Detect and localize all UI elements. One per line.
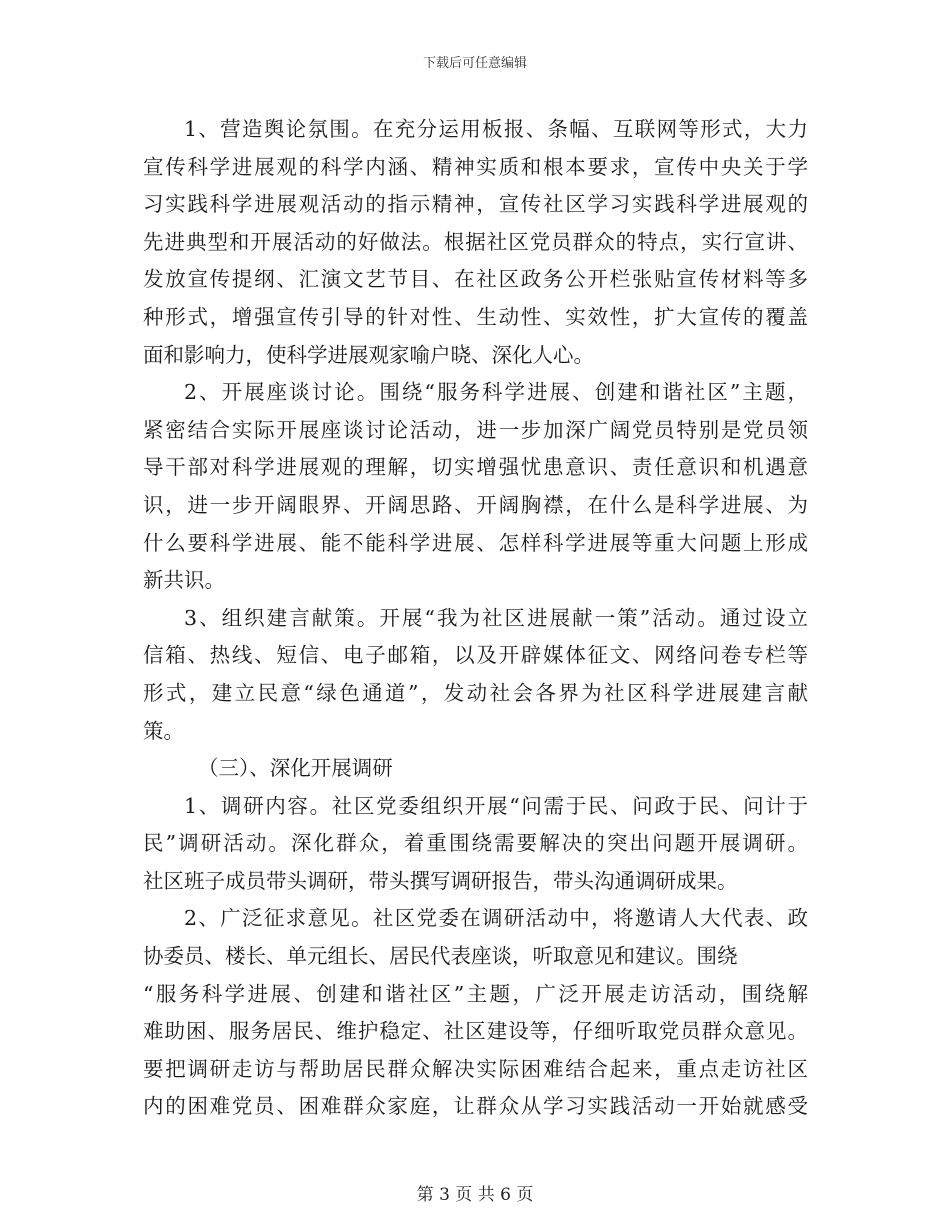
text-line: 策。 <box>143 718 184 743</box>
document-body <box>143 111 808 1126</box>
text-line: 形式，建立民意“绿色通道”，发动社会各界为社区科学进展建言献 <box>143 680 808 705</box>
text-line: 1、营造舆论氛围。在充分运用板报、条幅、互联网等形式，大力 <box>184 117 808 141</box>
text-line: “服务科学进展、创建和谐社区”主题，广泛开展走访活动，围绕解 <box>143 981 808 1006</box>
text-line: 信箱、热线、短信、电子邮箱，以及开辟媒体征文、网络问卷专栏等 <box>143 643 808 668</box>
text-line: 2、广泛征求意见。社区党委在调研活动中，将邀请人大代表、政 <box>184 906 808 931</box>
text-line: 种形式，增强宣传引导的针对性、生动性、实效性，扩大宣传的覆盖 <box>143 304 808 329</box>
text-line: 社区班子成员带头调研，带头撰写调研报告，带头沟通调研成果。 <box>143 868 738 893</box>
text-line: 导干部对科学进展观的理解，切实增强忧患意识、责任意识和机遇意 <box>143 455 808 480</box>
text-line: 新共识。 <box>143 568 225 593</box>
text-line: 紧密结合实际开展座谈讨论活动，进一步加深广阔党员特别是党员领 <box>143 417 808 442</box>
page-header: 下载后可任意编辑 <box>422 56 527 71</box>
text-line: 面和影响力，使科学进展观家喻户晓、深化人心。 <box>143 342 594 367</box>
text-line: 协委员、楼长、单元组长、居民代表座谈，听取意见和建议。围绕 <box>143 944 738 969</box>
text-line: 识，进一步开阔眼界、开阔思路、开阔胸襟，在什么是科学进展、为 <box>143 492 808 517</box>
text-line: 民”调研活动。深化群众，着重围绕需要解决的突出问题开展调研。 <box>143 831 808 856</box>
text-line: 发放宣传提纲、汇演文艺节目、在社区政务公开栏张贴宣传材料等多 <box>143 267 808 292</box>
text-line: 要把调研走访与帮助居民群众解决实际困难结合起来，重点走访社区 <box>143 1056 808 1081</box>
text-line: 2、开展座谈讨论。围绕“服务科学进展、创建和谐社区”主题， <box>184 380 808 405</box>
text-line: 先进典型和开展活动的好做法。根据社区党员群众的特点，实行宣讲、 <box>143 229 808 254</box>
section-heading: （三）、深化开展调研 <box>198 756 393 781</box>
text-line: 难助困、服务居民、维护稳定、社区建设等，仔细听取党员群众意见。 <box>143 1019 808 1044</box>
text-line: 1、调研内容。社区党委组织开展“问需于民、问政于民、问计于 <box>184 793 808 818</box>
text-line: 习实践科学进展观活动的指示精神，宣传社区学习实践科学进展观的 <box>143 192 808 217</box>
text-line: 3、组织建言献策。开展“我为社区进展献一策”活动。通过设立 <box>184 605 808 630</box>
page-number: 第 3 页 共 6 页 <box>416 1185 534 1205</box>
text-line: 什么要科学进展、能不能科学进展、怎样科学进展等重大问题上形成 <box>143 530 808 555</box>
text-line: 内的困难党员、困难群众家庭，让群众从学习实践活动一开始就感受 <box>143 1094 808 1119</box>
text-line: 宣传科学进展观的科学内涵、精神实质和根本要求，宣传中央关于学 <box>143 154 808 179</box>
